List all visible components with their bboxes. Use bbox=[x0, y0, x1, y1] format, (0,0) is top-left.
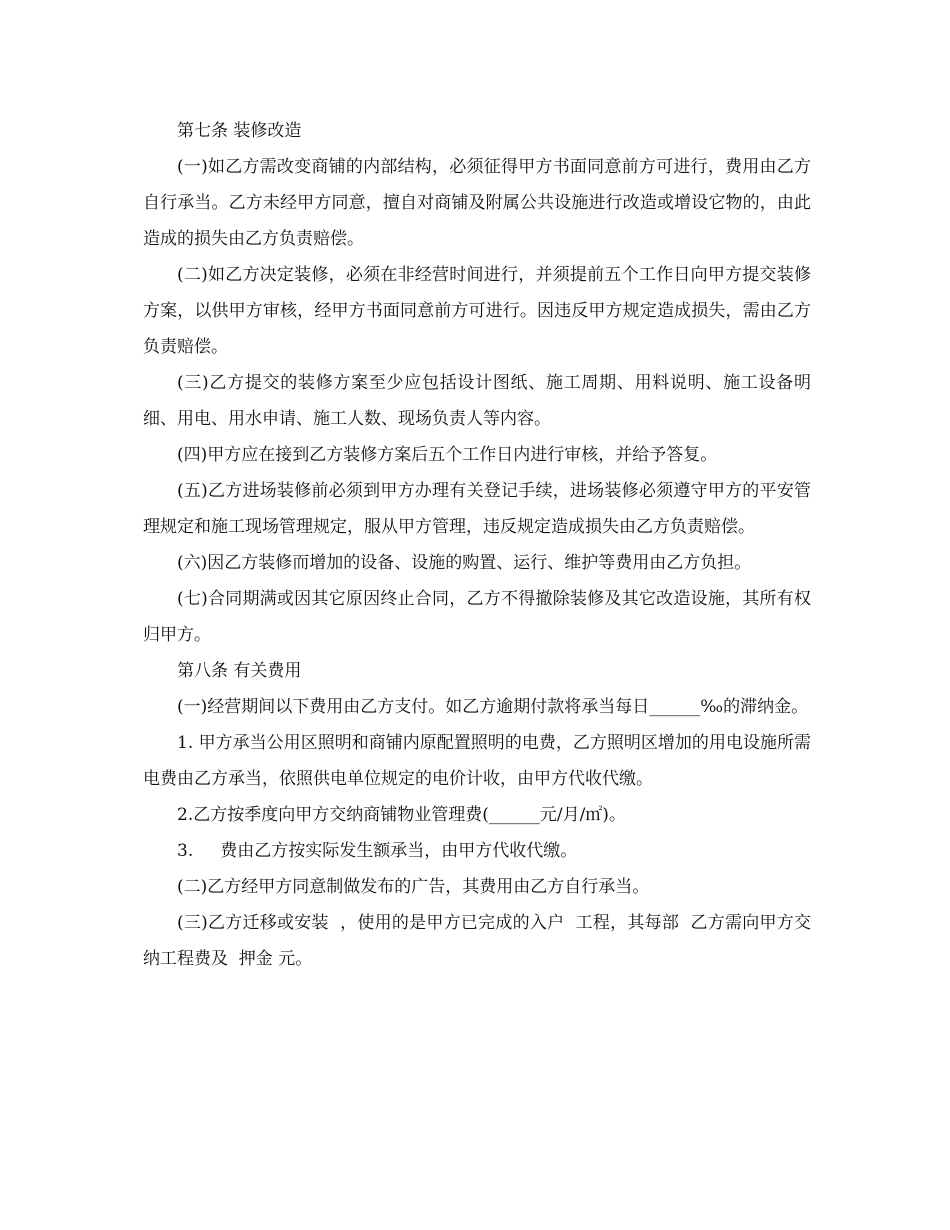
paragraph: 2.乙方按季度向甲方交纳商铺物业管理费(______元/月/㎡)。 bbox=[177, 805, 626, 825]
paragraph: (二)乙方经甲方同意制做发布的广告，其费用由乙方自行承当。 bbox=[177, 877, 650, 897]
paragraph: (四)甲方应在接到乙方装修方案后五个工作日内进行审核，并给予答复。 bbox=[177, 445, 718, 465]
document-body bbox=[143, 113, 811, 977]
paragraph: (二)如乙方决定装修，必须在非经营时间进行，并须提前五个工作日向甲方提交装修方案，以供甲方审核，经甲方书面同意前方可进行。因违反甲方规定造成损失，需由乙方负责赔偿。 bbox=[143, 265, 811, 357]
section-heading-article-8: 第八条 有关费用 bbox=[177, 661, 302, 681]
paragraph: (一)如乙方需改变商铺的内部结构，必须征得甲方书面同意前方可进行，费用由乙方自行承当。乙方未经甲方同意，擅自对商铺及附属公共设施进行改造或增设它物的，由此造成的损失由乙方负责赔偿。 bbox=[143, 157, 811, 249]
paragraph: (六)因乙方装修而增加的设备、设施的购置、运行、维护等费用由乙方负担。 bbox=[177, 553, 752, 573]
section-heading-article-7: 第七条 装修改造 bbox=[177, 121, 302, 141]
paragraph: (三)乙方迁移或安装 ，使用的是甲方已完成的入户 工程，其每部 乙方需向甲方交纳工程费及 押金 元。 bbox=[143, 913, 811, 969]
paragraph: 3. 费由乙方按实际发生额承当，由甲方代收代缴。 bbox=[177, 841, 578, 861]
paragraph: (七)合同期满或因其它原因终止合同，乙方不得撤除装修及其它改造设施，其所有权归甲方。 bbox=[143, 589, 811, 645]
paragraph: (三)乙方提交的装修方案至少应包括设计图纸、施工周期、用料说明、施工设备明细、用电、用水申请、施工人数、现场负责人等内容。 bbox=[143, 373, 811, 429]
paragraph: (五)乙方进场装修前必须到甲方办理有关登记手续，进场装修必须遵守甲方的平安管理规定和施工现场管理规定，服从甲方管理，违反规定造成损失由乙方负责赔偿。 bbox=[143, 481, 811, 537]
paragraph: (一)经营期间以下费用由乙方支付。如乙方逾期付款将承当每日______‰的滞纳金。 bbox=[177, 697, 809, 717]
paragraph: 1. 甲方承当公用区照明和商铺内原配置照明的电费，乙方照明区增加的用电设施所需电费由乙方承当，依照供电单位规定的电价计收，由甲方代收代缴。 bbox=[143, 733, 811, 789]
